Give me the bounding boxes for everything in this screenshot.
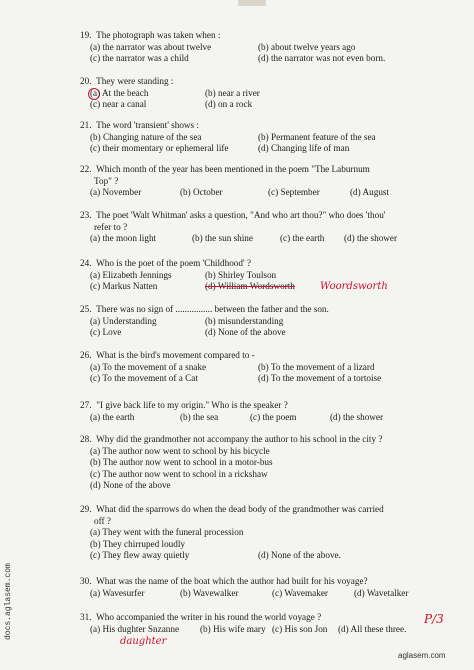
option: (d) None of the above.: [258, 550, 341, 561]
option: (c) the poem: [250, 411, 297, 422]
question-text: Who is the poet of the poem 'Childhood' ?: [96, 258, 252, 268]
option: (a) Elizabeth Jennings: [90, 269, 172, 280]
handwritten-correction: daughter: [120, 636, 167, 647]
option: (d) on a rock: [205, 99, 253, 110]
question-31: 31. Who accompanied the writer in his round the world voyage ? (a) His dughter Snzanne (b) His wife mary (c) His son Jon (d) All these three. daughter: [80, 612, 407, 647]
option: (b) His wife mary: [200, 623, 266, 634]
question-22: 22. Which month of the year has been mentioned in the poem "The Laburnum Top" ? (a) November (b) October (c) September (d) August: [80, 164, 450, 199]
option: (b) October: [180, 187, 223, 198]
question-text: Who accompanied the writer in his round the world voyage ?: [96, 612, 322, 622]
question-23: 23. The poet 'Walt Whitman' asks a question, "And who art thou?" who does 'thou' refer to ? (a) the moon light (b) the sun shine (c) the earth (d) the shower: [80, 210, 450, 245]
handwritten-correction: Woordsworth: [320, 281, 388, 293]
option: (a) The author now went to school by his bicycle: [90, 445, 270, 456]
option: (c) To the movement of a Cat: [90, 373, 198, 384]
side-watermark-url: docs.aglasem.com: [4, 563, 13, 640]
option: (d) August: [350, 187, 390, 198]
option: (b) They chirruped loudly: [90, 538, 185, 549]
question-29: 29. What did the sparrows do when the dead body of the grandmother was carried off ? (a) They went with the funeral procession (b) They chirruped loudly (c) They flew away quietly (d) None of the above.: [80, 504, 450, 562]
question-text: "I give back life to my origin." Who is the speaker ?: [96, 400, 288, 410]
question-text: There was no sign of ................ between the father and the son.: [96, 304, 329, 314]
option: (d) All these three.: [338, 623, 407, 634]
option: (d) the shower: [344, 233, 398, 244]
option: (a) They went with the funeral procession: [90, 527, 244, 538]
question-25: 25. There was no sign of ................ between the father and the son. (a) Understanding (b) misunderstanding (c) Love (d) None of the above: [80, 304, 329, 338]
footer-brand: aglasem.com: [398, 651, 446, 660]
option: (b) Changing nature of the sea: [90, 131, 202, 142]
question-text: They were standing :: [96, 76, 174, 86]
question-20: 20. They were standing : (a) At the beach (b) near a river (c) near a canal (d) on a rock: [80, 76, 260, 110]
question-26: 26. What is the bird's movement compared to - (a) To the movement of a snake (b) To the movement of a lizard (c) To the movement of a Cat (d) To the movement of a tortoise: [80, 350, 382, 384]
option: (c) their momentary or ephemeral life: [90, 143, 229, 154]
option: (d) Wavetalker: [354, 587, 409, 598]
option: (d) To the movement of a tortoise: [258, 373, 382, 384]
question-text-cont: off ?: [94, 515, 111, 526]
option: (b) misunderstanding: [205, 315, 284, 326]
option: (b) Permanent feature of the sea: [258, 131, 376, 142]
option: (b) To the movement of a lizard: [258, 361, 375, 372]
option: (b) Wavewalker: [180, 587, 239, 598]
option: (d) None of the above: [205, 327, 286, 338]
option: (a) To the movement of a snake: [90, 361, 207, 372]
question-text: What is the bird's movement compared to -: [96, 350, 255, 360]
option: (a) November: [90, 187, 142, 198]
option: (a) Wavesurfer: [90, 587, 145, 598]
option: (a) At the beach: [90, 87, 149, 98]
option: (c) His son Jon: [272, 623, 328, 634]
question-text: What was the name of the boat which the author had built for his voyage?: [96, 576, 368, 586]
handwritten-page-mark: P/3: [424, 612, 444, 626]
option: (c) the earth: [280, 233, 325, 244]
option: (c) Markus Natten: [90, 281, 158, 292]
option: (d) Changing life of man: [258, 143, 350, 154]
option: (c) the narrator was a child: [90, 53, 189, 64]
question-text: The photograph was taken when :: [96, 30, 221, 40]
option: (b) the sun shine: [192, 233, 253, 244]
question-24: 24. Who is the poet of the poem 'Childhood' ? (a) Elizabeth Jennings (b) Shirley Toulson (c) Markus Natten (d) William Wordsworth Woordsworth: [80, 258, 388, 293]
option: (c) Love: [90, 327, 122, 338]
option: (b) near a river: [205, 87, 260, 98]
option: (c) near a canal: [90, 99, 147, 110]
question-text: Which month of the year has been mentioned in the poem "The Laburnum: [96, 164, 370, 174]
option: (b) about twelve years ago: [258, 41, 356, 52]
option: (d) the narrator was not even born.: [258, 53, 386, 64]
question-21: 21. The word 'transient' shows : (b) Changing nature of the sea (b) Permanent feature of the sea (c) their momentary or ephemeral life (d) Changing life of man: [80, 120, 376, 154]
question-text-cont: refer to ?: [94, 221, 128, 232]
question-text: Why did the grandmother not accompany the author to his school in the city ?: [96, 434, 383, 444]
question-text: The poet 'Walt Whitman' asks a question, "And who art thou?" who does 'thou': [96, 210, 386, 220]
option: (c) September: [268, 187, 320, 198]
option: (b) Shirley Toulson: [205, 269, 277, 280]
option: (a) His dughter Snzanne: [90, 623, 180, 634]
option: (a) the narrator was about twelve: [90, 41, 212, 52]
question-28: 28. Why did the grandmother not accompany the author to his school in the city ? (a) The author now went to school by his bicycle (b) The author now went to school in a motor-bus (c) The author now went to school in a rickshaw (d) None of the above: [80, 434, 450, 492]
option: (c) They flew away quietly: [90, 550, 190, 561]
question-27: 27. "I give back life to my origin." Who is the speaker ? (a) the earth (b) the sea (c) the poem (d) the shower: [80, 400, 384, 422]
option: (a) the moon light: [90, 233, 157, 244]
option: (d) the shower: [330, 411, 384, 422]
option-struck: (d) William Wordsworth: [205, 281, 295, 292]
question-text: What did the sparrows do when the dead body of the grandmother was carried: [96, 504, 384, 514]
question-text: The word 'transient' shows :: [96, 120, 199, 130]
option: (c) The author now went to school in a rickshaw: [90, 468, 268, 479]
option: (b) the sea: [180, 411, 219, 422]
scan-mark: [238, 0, 266, 6]
option: (a) the earth: [90, 411, 135, 422]
option: (b) The author now went to school in a motor-bus: [90, 457, 273, 468]
option: (c) Wavemaker: [272, 587, 328, 598]
question-30: 30. What was the name of the boat which the author had built for his voyage? (a) Wavesurfer (b) Wavewalker (c) Wavemaker (d) Wavetalker: [80, 576, 409, 598]
option: (a) Understanding: [90, 315, 157, 326]
question-text-cont: Top" ?: [94, 175, 119, 186]
question-19: 19. The photograph was taken when : (a) the narrator was about twelve (b) about twelve years ago (c) the narrator was a child (d) the narrator was not even born.: [80, 30, 386, 64]
option: (d) None of the above: [90, 480, 171, 491]
